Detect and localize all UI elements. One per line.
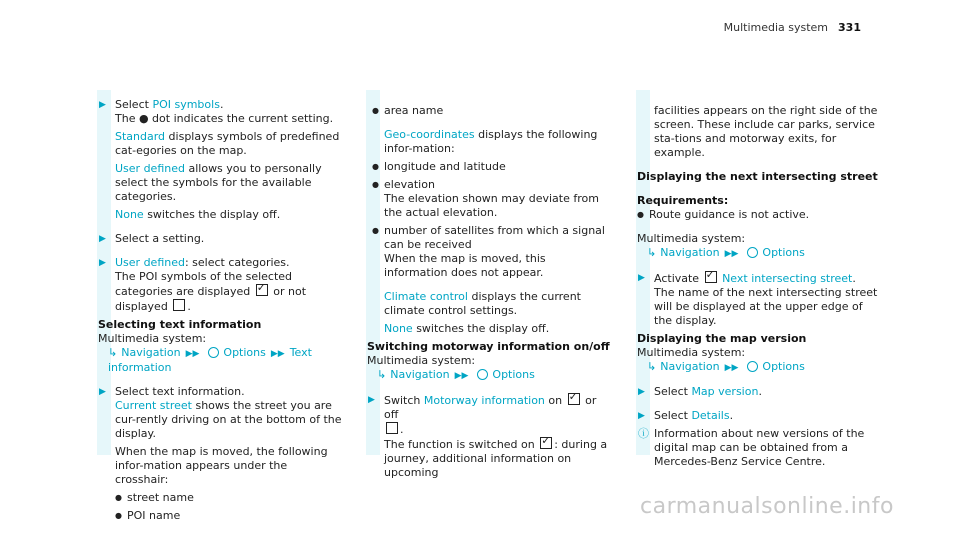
multimedia-system-label: Multimedia system:	[98, 332, 207, 345]
step-activate-next-street	[654, 271, 882, 328]
motorway-information-link[interactable]: Motorway information	[423, 394, 545, 407]
page-header	[724, 21, 861, 35]
details-link[interactable]: Details	[691, 409, 730, 422]
user-defined-link[interactable]: User defined	[115, 256, 185, 269]
bullet-elevation: ● elevation	[384, 178, 612, 192]
bullet-street-name: ● street name	[127, 491, 343, 505]
text: Select	[654, 385, 692, 398]
watermark: carmanualsonline.info	[640, 494, 894, 519]
navigation-link[interactable]: Navigation	[121, 346, 181, 359]
text: displays the following infor-mation:	[384, 128, 598, 155]
text: .	[852, 272, 856, 285]
user-defined-link[interactable]: User defined	[115, 162, 185, 175]
nav-path	[108, 346, 343, 375]
page-number: 331	[838, 21, 861, 34]
options-link[interactable]: Options	[762, 246, 805, 259]
requirements-label: Requirements:	[637, 194, 729, 207]
text: Select	[115, 98, 153, 111]
nav-path	[647, 360, 882, 375]
checkbox-checked-icon	[568, 393, 580, 405]
text: on	[544, 394, 566, 407]
option-none	[115, 208, 343, 222]
column-2	[367, 104, 612, 484]
poi-symbols-link[interactable]: POI symbols	[152, 98, 220, 111]
option-none-2	[384, 322, 612, 336]
checkbox-checked-icon	[705, 271, 717, 283]
bullet-poi-name: ● POI name	[127, 509, 343, 523]
text: shows the street you are cur-rently driving on at the bottom of the display.	[115, 399, 342, 440]
chevron-right-icon: ▶▶	[724, 249, 739, 259]
text: The POI symbols of the selected categories are displayed	[115, 270, 293, 298]
nav-path	[377, 368, 612, 383]
elevation-note: The elevation shown may deviate from the actual elevation.	[384, 192, 599, 219]
navigation-link[interactable]: Navigation	[390, 368, 450, 381]
checkbox-empty-icon	[386, 422, 398, 434]
chevron-right-icon: ▶▶	[270, 349, 285, 359]
nav-arrow-icon: ↳	[108, 346, 118, 359]
text: .	[187, 300, 191, 313]
bullet-route-guidance: ● Route guidance is not active.	[649, 208, 882, 222]
gear-icon	[747, 361, 758, 372]
step-user-defined	[115, 256, 343, 314]
standard-link[interactable]: Standard	[115, 130, 166, 143]
column-3	[637, 104, 882, 469]
text: or off	[384, 394, 597, 421]
step-select-map-version	[654, 385, 882, 399]
none-link[interactable]: None	[384, 322, 413, 335]
gear-icon	[747, 247, 758, 258]
step-select-details	[654, 409, 882, 423]
map-version-link[interactable]: Map version	[691, 385, 759, 398]
text: displays symbols of predefined cat-egories on the map.	[115, 130, 340, 157]
heading-next-street: Displaying the next intersecting street	[637, 170, 878, 183]
bullet-satellites: ● number of satellites from which a signal can be received	[384, 224, 612, 252]
multimedia-system-label: Multimedia system:	[637, 232, 746, 245]
text: allows you to personally select the symbols for the available categories.	[115, 162, 322, 203]
text: The ● dot indicates the current setting.	[115, 112, 334, 125]
gear-icon	[477, 369, 488, 380]
text: .	[758, 385, 762, 398]
nav-arrow-icon: ↳	[647, 360, 657, 373]
heading-map-version: Displaying the map version	[637, 332, 807, 345]
step-switch-motorway	[384, 393, 612, 480]
header-title: Multimedia system	[723, 21, 829, 34]
step-select-poi	[115, 98, 343, 126]
options-link[interactable]: Options	[492, 368, 535, 381]
bullet-long-lat: ● longitude and latitude	[384, 160, 612, 174]
step-select-setting	[115, 232, 343, 246]
geo-coordinates-link[interactable]: Geo-coordinates	[384, 128, 475, 141]
nav-arrow-icon: ↳	[377, 368, 387, 381]
text: The function is switched on	[384, 438, 539, 451]
climate-control-link[interactable]: Climate control	[384, 290, 468, 303]
none-link[interactable]: None	[115, 208, 144, 221]
option-user-defined	[115, 162, 343, 204]
heading-text-info: Selecting text information	[98, 318, 262, 331]
text: Switch	[384, 394, 424, 407]
chevron-right-icon: ▶▶	[724, 363, 739, 373]
text: : select categories.	[184, 256, 290, 269]
nav-path	[647, 246, 882, 261]
options-link[interactable]: Options	[223, 346, 266, 359]
gear-icon	[208, 347, 219, 358]
text: : during a journey, additional information on upcoming	[384, 438, 608, 479]
navigation-link[interactable]: Navigation	[660, 246, 720, 259]
moved-text: When the map is moved, the following infor-mation appears under the crosshair:	[115, 445, 328, 486]
option-standard	[115, 130, 343, 158]
navigation-link[interactable]: Navigation	[660, 360, 720, 373]
text: or not displayed	[115, 285, 307, 313]
checkbox-empty-icon	[173, 299, 185, 311]
text: switches the display off.	[143, 208, 281, 221]
text: Select a setting.	[115, 232, 205, 245]
text: Select	[654, 409, 692, 422]
checkbox-checked-icon	[540, 437, 552, 449]
column-1	[98, 98, 343, 527]
info-note	[638, 427, 882, 469]
text: Activate	[654, 272, 703, 285]
bullet-area-name: ● area name	[384, 104, 612, 118]
text: .	[219, 98, 224, 111]
nav-arrow-icon: ↳	[647, 246, 657, 259]
multimedia-system-label: Multimedia system:	[367, 354, 476, 367]
option-geo	[384, 128, 612, 156]
next-intersecting-street-link[interactable]: Next intersecting street	[722, 272, 853, 285]
heading-motorway: Switching motorway information on/off	[367, 340, 610, 353]
checkbox-checked-icon	[256, 284, 268, 296]
text: .	[729, 409, 734, 422]
text: displays the current climate control settings.	[384, 290, 581, 317]
option-climate	[384, 290, 612, 318]
text: Select text information.	[115, 385, 245, 398]
text-information-link[interactable]: Text information	[108, 346, 312, 374]
chevron-right-icon: ▶▶	[185, 349, 200, 359]
text: .	[400, 423, 404, 436]
satellites-note: When the map is moved, this information does not appear.	[384, 252, 546, 279]
continued-text: facilities appears on the right side of the screen. These include car parks, service sta-tions and motorway exits, for example.	[654, 104, 878, 159]
chevron-right-icon: ▶▶	[454, 371, 469, 381]
multimedia-system-label: Multimedia system:	[637, 346, 746, 359]
info-icon: ⓘ	[638, 427, 649, 440]
current-street-link[interactable]: Current street	[115, 399, 192, 412]
text: The name of the next intersecting street will be displayed at the upper edge of the display.	[654, 286, 878, 327]
text: Information about new versions of the digital map can be obtained from a Mercedes-Benz Service Centre.	[654, 427, 865, 468]
step-select-text-info	[115, 385, 343, 441]
options-link[interactable]: Options	[762, 360, 805, 373]
text: switches the display off.	[412, 322, 550, 335]
